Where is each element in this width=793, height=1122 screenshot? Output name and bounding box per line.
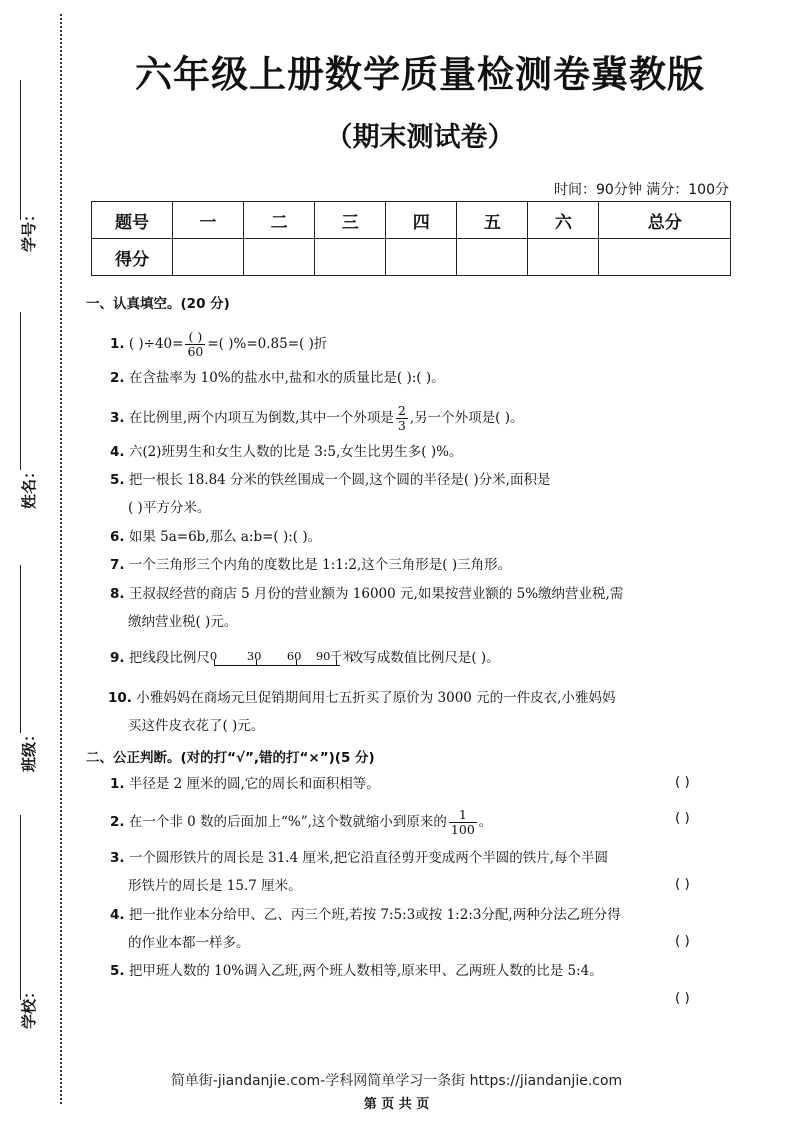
score-table <box>91 201 731 276</box>
judgment-2 <box>110 808 492 837</box>
question-text: =( )%=0.85=( )折 <box>207 336 328 352</box>
header-cell-3: 三 <box>315 202 386 239</box>
question-number: 1. <box>110 336 125 352</box>
score-cell[interactable] <box>244 239 315 276</box>
score-table-score-row <box>92 239 731 276</box>
question-text: 一个三角形三个内角的度数比是 1:1:2,这个三角形是( )三角形。 <box>128 557 512 573</box>
judgment-3 <box>110 848 608 868</box>
fraction-numerator: 2 <box>397 403 406 418</box>
line-scale <box>209 648 354 669</box>
binding-margin <box>0 0 80 1122</box>
question-text: 小雅妈妈在商场元旦促销期间用七五折买了原价为 3000 元的一件皮衣,小雅妈妈 <box>136 690 616 706</box>
judgment-4 <box>110 905 621 925</box>
question-text: 一个圆形铁片的周长是 31.4 厘米,把它沿直径剪开变成两个半圆的铁片,每个半圆 <box>128 850 609 866</box>
scale-label: 30 <box>246 648 262 663</box>
page-subtitle: （期末测试卷） <box>325 122 515 153</box>
score-table-header-row <box>92 202 731 239</box>
class-label: 班级： <box>20 726 38 772</box>
question-text: ( )÷40= <box>128 336 184 352</box>
scale-label: 60 <box>286 648 302 663</box>
header-cell-total: 总分 <box>599 202 731 239</box>
question-number: 1. <box>110 776 125 792</box>
question-text: 。 <box>478 814 493 830</box>
fraction-numerator: 1 <box>449 808 477 823</box>
student-id-line[interactable] <box>20 80 21 220</box>
question-text: 王叔叔经营的商店 5 月份的营业额为 16000 元,如果按营业额的 5%缴纳营业税,需 <box>128 586 624 602</box>
scale-label: 90千米 <box>315 648 354 663</box>
judgment-1 <box>110 774 380 794</box>
judgment-5 <box>110 961 603 981</box>
answer-parentheses[interactable]: ( ) <box>675 876 690 892</box>
question-number: 5. <box>110 963 125 979</box>
header-cell-question: 题号 <box>92 202 173 239</box>
question-text: 如果 5a=6b,那么 a:b=( ):( )。 <box>128 529 322 545</box>
section-2-title: 二、公正判断。(对的打“√”,错的打“×”)(5 分) <box>86 750 375 766</box>
question-number: 4. <box>110 907 125 923</box>
question-number: 8. <box>110 586 125 602</box>
header-cell-1: 一 <box>173 202 244 239</box>
class-line[interactable] <box>20 565 21 733</box>
question-text: 把线段比例尺 <box>128 650 210 666</box>
question-text: 在比例里,两个内项互为倒数,其中一个外项是 <box>128 410 394 426</box>
question-6 <box>110 527 321 547</box>
section-1-title: 一、认真填空。(20 分) <box>86 296 230 312</box>
question-10 <box>108 688 615 708</box>
score-row-label: 得分 <box>92 239 173 276</box>
fraction <box>449 808 477 837</box>
question-5 <box>110 470 550 490</box>
score-cell[interactable] <box>173 239 244 276</box>
student-id-label: 学号： <box>20 206 38 252</box>
fraction-denominator: 3 <box>397 418 406 433</box>
name-line[interactable] <box>20 312 21 470</box>
header-cell-2: 二 <box>244 202 315 239</box>
question-text: 把甲班人数的 10%调入乙班,两个班人数相等,原来甲、乙两班人数的比是 5:4。 <box>128 963 603 979</box>
fraction-denominator: 60 <box>187 344 204 359</box>
school-line[interactable] <box>20 815 21 1000</box>
scale-label: 0 <box>209 648 218 663</box>
answer-parentheses[interactable]: ( ) <box>675 810 690 826</box>
school-label: 学校： <box>20 983 38 1029</box>
judgment-3-continued: 形铁片的周长是 15.7 厘米。 <box>128 878 302 894</box>
question-5-continued: ( )平方分米。 <box>128 500 211 516</box>
question-7 <box>110 555 511 575</box>
question-number: 5. <box>110 472 125 488</box>
question-number: 6. <box>110 529 125 545</box>
question-number: 3. <box>110 410 125 426</box>
answer-parentheses[interactable]: ( ) <box>675 933 690 949</box>
question-text: 改写成数值比例尺是( )。 <box>349 650 500 666</box>
question-8 <box>110 584 623 604</box>
score-cell[interactable] <box>599 239 731 276</box>
question-3 <box>110 404 524 433</box>
question-number: 2. <box>110 814 125 830</box>
question-text: 六(2)班男生和女生人数的比是 3:5,女生比男生多( )%。 <box>128 444 463 460</box>
score-cell[interactable] <box>528 239 599 276</box>
page-title: 六年级上册数学质量检测卷冀教版 <box>135 53 705 96</box>
question-8-continued: 缴纳营业税( )元。 <box>128 614 238 630</box>
question-number: 3. <box>110 850 125 866</box>
judgment-4-continued: 的作业本都一样多。 <box>128 935 250 951</box>
fraction <box>396 404 408 433</box>
question-text: 在一个非 0 数的后面加上“%”,这个数就缩小到原来的 <box>128 814 447 830</box>
fraction-denominator: 100 <box>450 822 475 837</box>
answer-parentheses[interactable]: ( ) <box>675 990 690 1006</box>
question-text: ,另一个外项是( )。 <box>409 410 524 426</box>
question-text: 在含盐率为 10%的盐水中,盐和水的质量比是( ):( )。 <box>128 370 445 386</box>
question-10-continued: 买这件皮衣花了( )元。 <box>128 718 265 734</box>
name-label: 姓名： <box>20 463 38 509</box>
header-cell-6: 六 <box>528 202 599 239</box>
time-info: 时间：90分钟 满分：100分 <box>554 182 729 198</box>
fraction-numerator: ( ) <box>185 330 205 345</box>
header-cell-4: 四 <box>386 202 457 239</box>
question-1 <box>110 330 327 359</box>
question-number: 9. <box>110 650 125 666</box>
question-number: 7. <box>110 557 125 573</box>
question-2 <box>110 368 445 388</box>
score-cell[interactable] <box>386 239 457 276</box>
answer-parentheses[interactable]: ( ) <box>675 774 690 790</box>
question-number: 4. <box>110 444 125 460</box>
question-text: 把一根长 18.84 分米的铁丝围成一个圆,这个圆的半径是( )分米,面积是 <box>128 472 551 488</box>
header-cell-5: 五 <box>457 202 528 239</box>
page-number: 第 页 共 页 <box>363 1097 430 1112</box>
question-number: 10. <box>108 690 132 706</box>
question-9 <box>110 648 500 669</box>
watermark-footer: 简单街-jiandanjie.com-学科网简单学习一条街 https://jiandanjie.com <box>170 1073 623 1089</box>
score-cell[interactable] <box>315 239 386 276</box>
cut-line <box>60 14 62 1104</box>
question-number: 2. <box>110 370 125 386</box>
question-4 <box>110 442 462 462</box>
question-text: 把一批作业本分给甲、乙、丙三个班,若按 7:5:3或按 1:2:3分配,两种分法乙班分得 <box>128 907 621 923</box>
score-cell[interactable] <box>457 239 528 276</box>
question-text: 半径是 2 厘米的圆,它的周长和面积相等。 <box>128 776 380 792</box>
fraction <box>185 330 205 359</box>
